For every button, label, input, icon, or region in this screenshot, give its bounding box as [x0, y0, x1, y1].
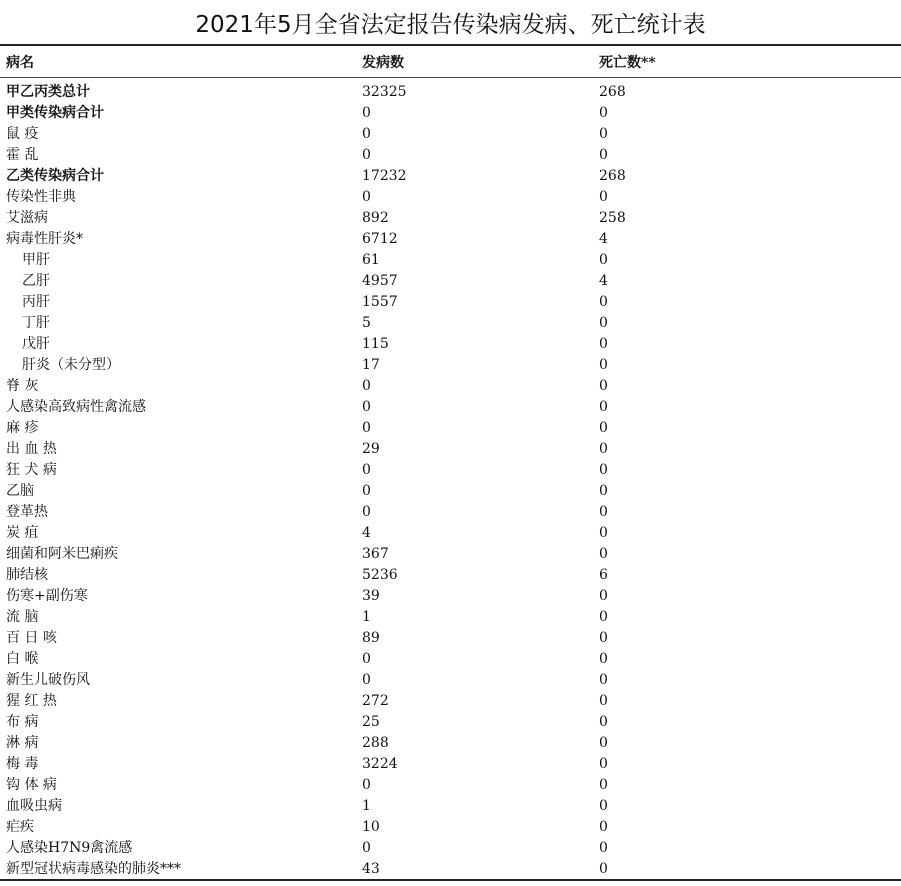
cases-cell: 4	[362, 525, 371, 541]
header-deaths: 死亡数**	[599, 55, 656, 71]
table-row	[0, 271, 901, 292]
cases-cell: 0	[362, 105, 371, 121]
disease-name-cell: 疟疾	[6, 819, 34, 835]
table-row	[0, 691, 901, 712]
deaths-cell: 0	[599, 672, 608, 688]
table-row	[0, 187, 901, 208]
disease-name-cell: 丙肝	[22, 294, 50, 310]
deaths-cell: 0	[599, 756, 608, 772]
disease-name-cell: 戊肝	[22, 336, 50, 352]
disease-name-cell: 登革热	[6, 504, 48, 520]
table-row	[0, 481, 901, 502]
table-row	[0, 565, 901, 586]
cases-cell: 5236	[362, 567, 398, 583]
deaths-cell: 0	[599, 189, 608, 205]
disease-name-cell: 细菌和阿米巴痢疾	[6, 546, 118, 562]
table-row	[0, 670, 901, 691]
table-row	[0, 82, 901, 103]
disease-name-cell: 麻 疹	[6, 420, 39, 436]
cases-cell: 1	[362, 798, 371, 814]
header-disease-name: 病名	[6, 55, 34, 71]
table-row	[0, 397, 901, 418]
table-row	[0, 166, 901, 187]
disease-name-cell: 狂 犬 病	[6, 462, 57, 478]
disease-name-cell: 艾滋病	[6, 210, 48, 226]
cases-cell: 0	[362, 189, 371, 205]
disease-name-cell: 梅 毒	[6, 756, 39, 772]
table-row	[0, 586, 901, 607]
cases-cell: 10	[362, 819, 380, 835]
cases-cell: 29	[362, 441, 380, 457]
deaths-cell: 268	[599, 168, 626, 184]
table-row	[0, 460, 901, 481]
disease-name-cell: 乙肝	[22, 273, 50, 289]
deaths-cell: 0	[599, 735, 608, 751]
cases-cell: 367	[362, 546, 389, 562]
deaths-cell: 0	[599, 651, 608, 667]
table-row	[0, 250, 901, 271]
cases-cell: 0	[362, 672, 371, 688]
cases-cell: 0	[362, 378, 371, 394]
disease-name-cell: 人感染H7N9禽流感	[6, 840, 133, 856]
table-header	[0, 52, 901, 76]
deaths-cell: 0	[599, 462, 608, 478]
table-row	[0, 523, 901, 544]
disease-name-cell: 脊 灰	[6, 378, 39, 394]
deaths-cell: 6	[599, 567, 608, 583]
cases-cell: 0	[362, 777, 371, 793]
cases-cell: 0	[362, 462, 371, 478]
disease-name-cell: 肺结核	[6, 567, 48, 583]
disease-name-cell: 丁肝	[22, 315, 50, 331]
deaths-cell: 0	[599, 483, 608, 499]
disease-name-cell: 出 血 热	[6, 441, 57, 457]
disease-name-cell: 百 日 咳	[6, 630, 57, 646]
deaths-cell: 0	[599, 693, 608, 709]
table-row	[0, 313, 901, 334]
deaths-cell: 0	[599, 588, 608, 604]
cases-cell: 892	[362, 210, 389, 226]
deaths-cell: 0	[599, 630, 608, 646]
cases-cell: 115	[362, 336, 389, 352]
cases-cell: 0	[362, 483, 371, 499]
cases-cell: 6712	[362, 231, 398, 247]
disease-name-cell: 甲肝	[22, 252, 50, 268]
header-rule	[0, 77, 901, 78]
deaths-cell: 0	[599, 105, 608, 121]
cases-cell: 43	[362, 861, 380, 877]
disease-name-cell: 病毒性肝炎*	[6, 231, 83, 247]
deaths-cell: 268	[599, 84, 626, 100]
cases-cell: 288	[362, 735, 389, 751]
deaths-cell: 4	[599, 231, 608, 247]
disease-name-cell: 布 病	[6, 714, 39, 730]
disease-name-cell: 乙类传染病合计	[6, 168, 104, 184]
cases-cell: 17232	[362, 168, 407, 184]
cases-cell: 17	[362, 357, 380, 373]
table-row	[0, 607, 901, 628]
deaths-cell: 4	[599, 273, 608, 289]
cases-cell: 25	[362, 714, 380, 730]
deaths-cell: 0	[599, 147, 608, 163]
deaths-cell: 0	[599, 798, 608, 814]
disease-name-cell: 霍 乱	[6, 147, 39, 163]
cases-cell: 3224	[362, 756, 398, 772]
cases-cell: 272	[362, 693, 389, 709]
disease-name-cell: 甲乙丙类总计	[6, 84, 90, 100]
disease-name-cell: 甲类传染病合计	[6, 105, 104, 121]
cases-cell: 0	[362, 504, 371, 520]
deaths-cell: 0	[599, 294, 608, 310]
table-row	[0, 712, 901, 733]
table-row	[0, 649, 901, 670]
cases-cell: 0	[362, 126, 371, 142]
disease-name-cell: 伤寒+副伤寒	[6, 588, 88, 604]
table-row	[0, 334, 901, 355]
table-row	[0, 502, 901, 523]
table-row	[0, 775, 901, 796]
table-body	[0, 82, 901, 880]
cases-cell: 4957	[362, 273, 398, 289]
table-row	[0, 355, 901, 376]
table-row	[0, 838, 901, 859]
disease-name-cell: 白 喉	[6, 651, 39, 667]
cases-cell: 39	[362, 588, 380, 604]
table-row	[0, 628, 901, 649]
cases-cell: 61	[362, 252, 380, 268]
table-row	[0, 733, 901, 754]
deaths-cell: 0	[599, 441, 608, 457]
table-row	[0, 229, 901, 250]
table-row	[0, 145, 901, 166]
table-row	[0, 859, 901, 880]
disease-name-cell: 鼠 疫	[6, 126, 39, 142]
table-row	[0, 754, 901, 775]
deaths-cell: 258	[599, 210, 626, 226]
cases-cell: 0	[362, 147, 371, 163]
cases-cell: 0	[362, 399, 371, 415]
deaths-cell: 0	[599, 252, 608, 268]
table-row	[0, 796, 901, 817]
table-title: 2021年5月全省法定报告传染病发病、死亡统计表	[195, 12, 706, 38]
deaths-cell: 0	[599, 819, 608, 835]
top-rule	[0, 44, 901, 46]
deaths-cell: 0	[599, 525, 608, 541]
deaths-cell: 0	[599, 504, 608, 520]
deaths-cell: 0	[599, 546, 608, 562]
deaths-cell: 0	[599, 861, 608, 877]
disease-name-cell: 新生儿破伤风	[6, 672, 90, 688]
table-row	[0, 208, 901, 229]
cases-cell: 0	[362, 420, 371, 436]
disease-name-cell: 猩 红 热	[6, 693, 57, 709]
deaths-cell: 0	[599, 714, 608, 730]
cases-cell: 89	[362, 630, 380, 646]
table-row	[0, 124, 901, 145]
table-row	[0, 376, 901, 397]
bottom-rule	[0, 879, 901, 881]
deaths-cell: 0	[599, 840, 608, 856]
cases-cell: 1	[362, 609, 371, 625]
cases-cell: 32325	[362, 84, 407, 100]
table-row	[0, 544, 901, 565]
deaths-cell: 0	[599, 315, 608, 331]
cases-cell: 1557	[362, 294, 398, 310]
deaths-cell: 0	[599, 399, 608, 415]
deaths-cell: 0	[599, 420, 608, 436]
table-row	[0, 439, 901, 460]
disease-name-cell: 乙脑	[6, 483, 34, 499]
disease-name-cell: 淋 病	[6, 735, 39, 751]
deaths-cell: 0	[599, 126, 608, 142]
cases-cell: 5	[362, 315, 371, 331]
disease-name-cell: 肝炎（未分型）	[22, 357, 120, 373]
disease-name-cell: 传染性非典	[6, 189, 76, 205]
table-row	[0, 292, 901, 313]
deaths-cell: 0	[599, 609, 608, 625]
disease-name-cell: 钩 体 病	[6, 777, 57, 793]
cases-cell: 0	[362, 651, 371, 667]
disease-name-cell: 新型冠状病毒感染的肺炎***	[6, 861, 181, 877]
deaths-cell: 0	[599, 357, 608, 373]
deaths-cell: 0	[599, 777, 608, 793]
deaths-cell: 0	[599, 378, 608, 394]
disease-name-cell: 流 脑	[6, 609, 39, 625]
disease-name-cell: 炭 疽	[6, 525, 39, 541]
table-row	[0, 103, 901, 124]
disease-name-cell: 血吸虫病	[6, 798, 62, 814]
header-cases: 发病数	[362, 55, 404, 71]
table-row	[0, 418, 901, 439]
disease-name-cell: 人感染高致病性禽流感	[6, 399, 146, 415]
cases-cell: 0	[362, 840, 371, 856]
table-row	[0, 817, 901, 838]
deaths-cell: 0	[599, 336, 608, 352]
